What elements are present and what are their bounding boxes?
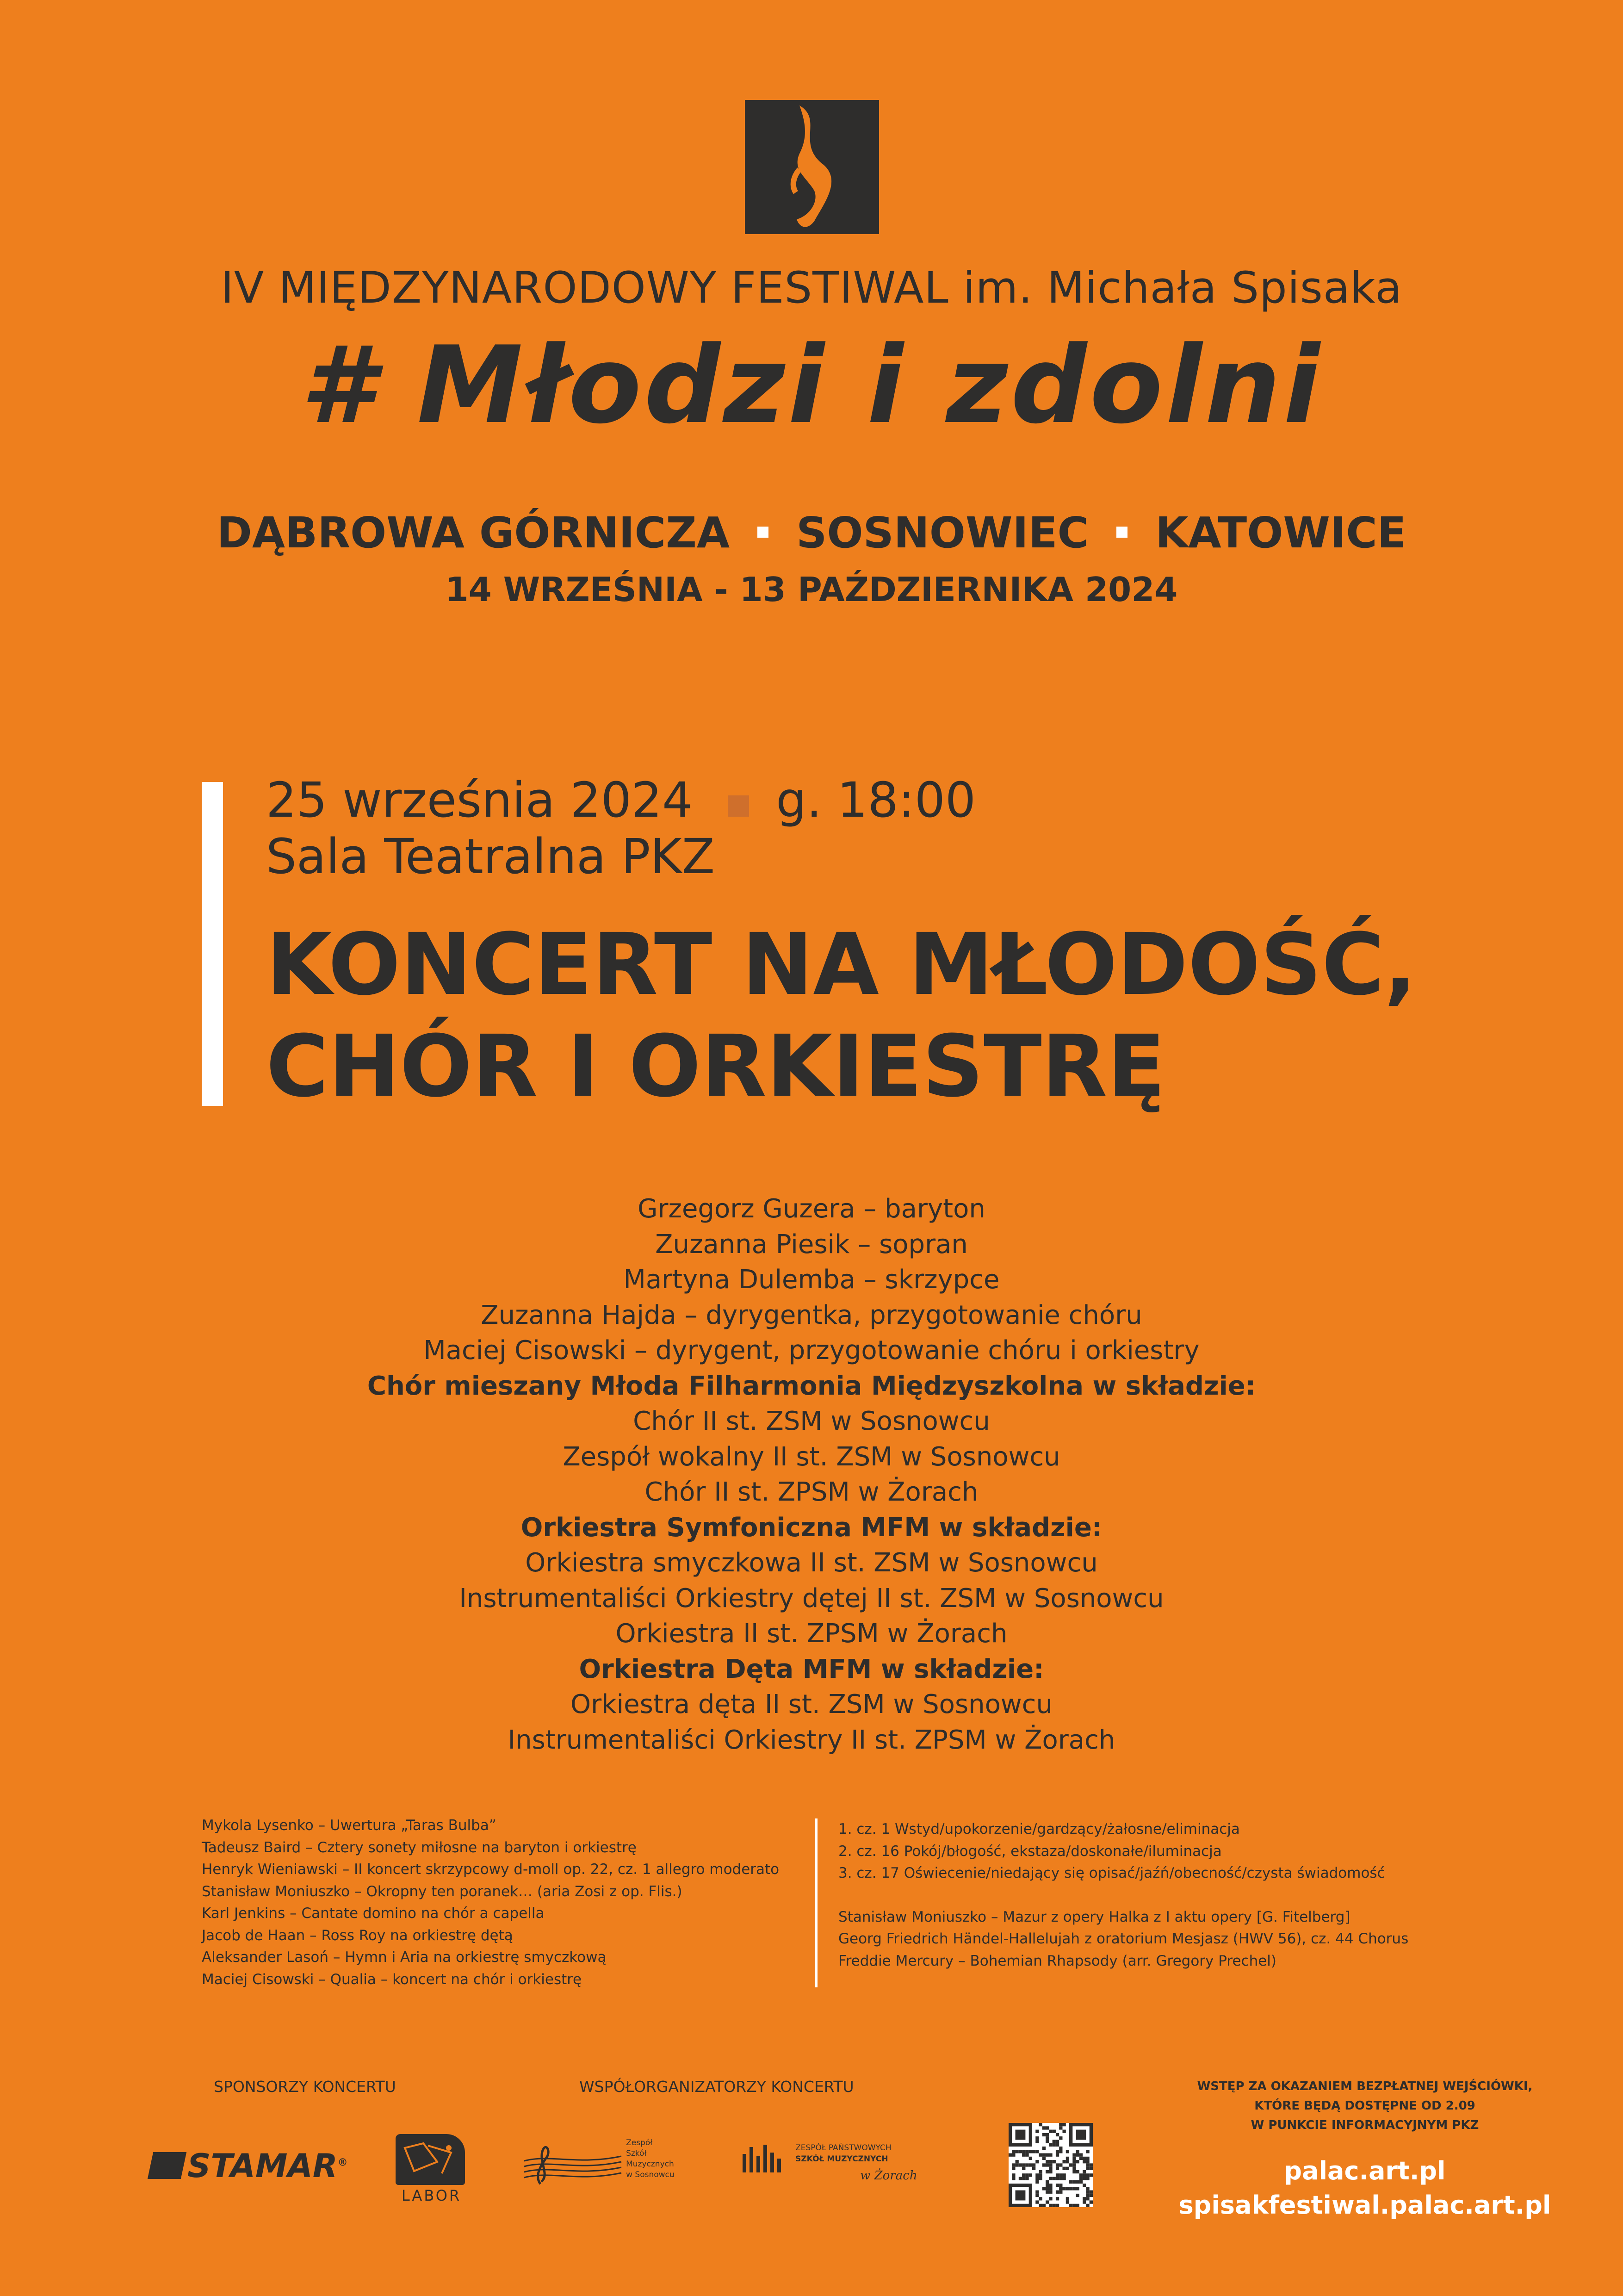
entry-note <box>1110 2077 1619 2135</box>
stamar-wordmark: STAMAR <box>187 2147 338 2185</box>
program-divider <box>815 1818 818 1987</box>
performer-item: Martyna Dulemba – skrzypce <box>623 1265 1000 1295</box>
performers-list <box>0 1191 1623 1758</box>
festival-cities <box>0 508 1623 558</box>
performer-item: Maciej Cisowski – dyrygent, przygotowanie chóru i orkiestry <box>423 1335 1200 1365</box>
program-list-left <box>202 1815 779 1991</box>
qualia-part-item: 3. cz. 17 Oświecenie/niedający się opisać/jaźń/obecność/czysta świadomość <box>838 1865 1385 1881</box>
performer-item: Zespół wokalny II st. ZSM w Sosnowcu <box>563 1441 1060 1472</box>
bullet-square-icon <box>728 795 749 817</box>
zpsm-line: ZESPÓŁ PAŃSTWOWYCH <box>795 2143 892 2153</box>
program-item: Freddie Mercury – Bohemian Rhapsody (arr. Gregory Prechel) <box>838 1952 1276 1969</box>
coorganizers-label: WSPÓŁORGANIZATORZY KONCERTU <box>579 2078 854 2096</box>
qualia-part-item: 1. cz. 1 Wstyd/upokorzenie/gardzący/żałosne/eliminacja <box>838 1821 1240 1837</box>
labor-wordmark: LABOR <box>401 2187 462 2204</box>
city-sosnowiec: SOSNOWIEC <box>796 508 1089 558</box>
program-item: Mykola Lysenko – Uwertura „Taras Bulba” <box>202 1817 496 1834</box>
zsm-line: Muzycznych <box>626 2159 674 2169</box>
zsm-line: w Sosnowcu <box>626 2170 675 2179</box>
performer-item: Zuzanna Piesik – sopran <box>655 1229 968 1260</box>
event-time: g. 18:00 <box>776 772 976 828</box>
performer-item: Chór II st. ZPSM w Żorach <box>644 1477 979 1507</box>
performer-item: Grzegorz Guzera – baryton <box>638 1194 985 1224</box>
festival-name: IV MIĘDZYNARODOWY FESTIWAL im. Michała Spisaka <box>221 263 1402 313</box>
event-title-line-1: KONCERT NA MŁODOŚĆ, <box>266 915 1417 1014</box>
qr-code-icon[interactable] <box>1009 2123 1093 2207</box>
performer-item: Orkiestra II st. ZPSM w Żorach <box>615 1619 1008 1649</box>
zsm-name <box>626 2138 675 2180</box>
program-item: Maciej Cisowski – Qualia – koncert na chór i orkiestrę <box>202 1971 582 1988</box>
performer-item: Orkiestra dęta II st. ZSM w Sosnowcu <box>570 1689 1053 1719</box>
entry-note-line: W PUNKCIE INFORMACYJNYM PKZ <box>1251 2118 1479 2132</box>
labor-logo-icon <box>396 2134 467 2204</box>
zsm-line: Szkół <box>626 2149 647 2158</box>
stamar-logo-icon <box>150 2147 348 2185</box>
festival-logo-icon <box>745 100 879 234</box>
entry-note-line: WSTĘP ZA OKAZANIEM BEZPŁATNEJ WEJŚCIÓWKI, <box>1197 2079 1533 2093</box>
program-item: Stanisław Moniuszko – Mazur z opery Halka z I aktu opery [G. Fitelberg] <box>838 1908 1350 1925</box>
zsm-line: Zespół <box>626 2138 653 2147</box>
event-datetime <box>266 772 976 828</box>
program-list-right <box>838 1818 1408 1972</box>
city-katowice: KATOWICE <box>1155 508 1406 558</box>
website-link[interactable]: palac.art.pl <box>1284 2156 1446 2185</box>
program-item: Tadeusz Baird – Cztery sonety miłosne na baryton i orkiestrę <box>202 1839 637 1856</box>
entry-note-line: KTÓRE BĘDĄ DOSTĘPNE OD 2.09 <box>1254 2099 1475 2113</box>
event-venue: Sala Teatralna PKZ <box>266 828 715 885</box>
zpsm-name <box>795 2142 917 2181</box>
event-accent-bar <box>202 782 223 1106</box>
event-title <box>266 914 1417 1117</box>
zpsm-script-line: w Żorach <box>860 2169 917 2183</box>
labor-elephant-icon <box>396 2134 465 2185</box>
festival-hashtag-title: # Młodzi i zdolni <box>300 324 1323 447</box>
zsm-sosnowiec-logo-icon <box>522 2138 675 2189</box>
separator-square-icon <box>1116 527 1127 538</box>
ensemble-heading: Orkiestra Symfoniczna MFM w składzie: <box>520 1512 1103 1543</box>
performer-item: Orkiestra smyczkowa II st. ZSM w Sosnowcu <box>525 1548 1098 1578</box>
sponsors-label: SPONSORZY KONCERTU <box>214 2078 396 2096</box>
festival-website-link[interactable]: spisakfestiwal.palac.art.pl <box>1178 2191 1551 2220</box>
program-item: Aleksander Lasoń – Hymn i Aria na orkiestrę smyczkową <box>202 1949 607 1966</box>
event-title-line-2: CHÓR I ORKIESTRĘ <box>266 1017 1165 1116</box>
program-item: Stanisław Moniuszko – Okropny ten poranek… (aria Zosi z op. Flis.) <box>202 1883 682 1900</box>
performer-item: Zuzanna Hajda – dyrygentka, przygotowanie chóru <box>481 1300 1142 1330</box>
qualia-part-item: 2. cz. 16 Pokój/błogość, ekstaza/doskonałe/iluminacja <box>838 1843 1222 1860</box>
program-item: Jacob de Haan – Ross Roy na orkiestrę dętą <box>202 1927 513 1944</box>
separator-square-icon <box>757 527 768 538</box>
program-item: Karl Jenkins – Cantate domino na chór a capella <box>202 1905 545 1922</box>
performer-item: Chór II st. ZSM w Sosnowcu <box>633 1406 990 1436</box>
ensemble-heading: Chór mieszany Młoda Filharmonia Międzyszkolna w składzie: <box>367 1371 1256 1401</box>
zpsm-bars-icon <box>740 2142 787 2179</box>
program-item: Henryk Wieniawski – II koncert skrzypcowy d-moll op. 22, cz. 1 allegro moderato <box>202 1861 780 1878</box>
city-dabrowa: DĄBROWA GÓRNICZA <box>217 508 730 558</box>
ensemble-heading: Orkiestra Dęta MFM w składzie: <box>579 1654 1044 1684</box>
performer-item: Instrumentaliści Orkiestry dętej II st. ZSM w Sosnowcu <box>459 1583 1164 1613</box>
zpsm-line: SZKÓŁ MUZYCZNYCH <box>795 2154 888 2164</box>
performer-item: Instrumentaliści Orkiestry II st. ZPSM w Żorach <box>508 1725 1115 1755</box>
stamar-mark-icon <box>148 2152 186 2179</box>
program-works-list <box>838 1906 1408 1973</box>
qualia-parts-list <box>838 1818 1408 1885</box>
zpsm-zory-logo-icon <box>740 2142 917 2181</box>
registered-mark: ® <box>337 2157 348 2169</box>
zsm-staff-icon <box>522 2138 624 2189</box>
event-date: 25 września 2024 <box>266 772 693 828</box>
festival-dates: 14 WRZEŚNIA - 13 PAŹDZIERNIKA 2024 <box>445 570 1178 609</box>
program-item: Georg Friedrich Händel-Hallelujah z oratorium Mesjasz (HWV 56), cz. 44 Chorus <box>838 1930 1409 1947</box>
